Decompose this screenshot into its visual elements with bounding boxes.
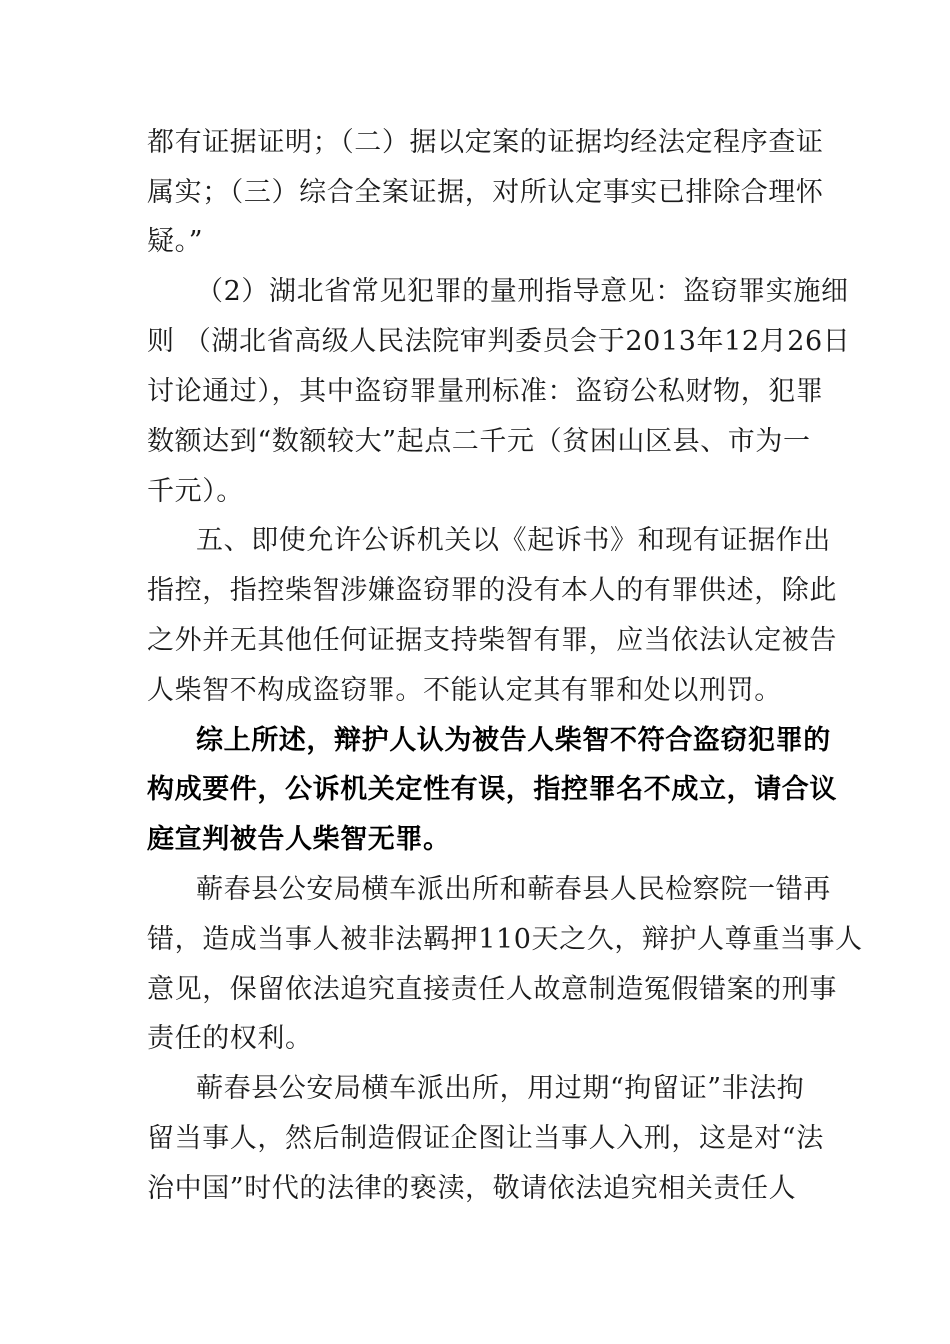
text-line: 数额达到“数额较大”起点二千元（贫困山区县、市为一	[147, 426, 811, 457]
text-line: 治中国”时代的法律的亵渎，敬请依法追究相关责任人	[147, 1173, 797, 1204]
text-line: 留当事人，然后制造假证企图让当事人入刑，这是对“法	[147, 1123, 824, 1154]
text-line: 指控，指控柴智涉嫌盗窃罪的没有本人的有罪供述，除此	[147, 575, 837, 606]
conclusion-line: 综上所述，辩护人认为被告人柴智不符合盗窃犯罪的	[196, 725, 831, 756]
text-line: （2）湖北省常见犯罪的量刑指导意见：盗窃罪实施细	[196, 276, 849, 307]
text-line: 疑。”	[147, 226, 204, 257]
text-line: 人柴智不构成盗窃罪。不能认定其有罪和处以刑罚。	[147, 675, 782, 706]
text-line: 讨论通过），其中盗窃罪量刑标准：盗窃公私财物，犯罪	[147, 376, 824, 407]
text-line: 之外并无其他任何证据支持柴智有罪，应当依法认定被告	[147, 625, 837, 656]
text-line: 则 （湖北省高级人民法院审判委员会于2013年12月26日	[147, 326, 851, 357]
text-line: 蕲春县公安局横车派出所和蕲春县人民检察院一错再	[196, 874, 831, 905]
conclusion-line: 庭宣判被告人柴智无罪。	[147, 824, 451, 855]
text-line: 五、即使允许公诉机关以《起诉书》和现有证据作出	[196, 525, 831, 556]
text-line: 意见，保留依法追究直接责任人故意制造冤假错案的刑事	[147, 974, 837, 1005]
text-line: 蕲春县公安局横车派出所，用过期“拘留证”非法拘	[196, 1073, 805, 1104]
conclusion-line: 构成要件，公诉机关定性有误，指控罪名不成立，请合议	[147, 774, 837, 805]
text-line: 千元）。	[147, 476, 244, 507]
text-line: 错，造成当事人被非法羁押110天之久，辩护人尊重当事人	[147, 924, 863, 955]
text-line: 责任的权利。	[147, 1023, 313, 1054]
text-line: 都有证据证明；（二）据以定案的证据均经法定程序查证	[147, 127, 824, 158]
text-line: 属实；（三）综合全案证据，对所认定事实已排除合理怀	[147, 177, 824, 208]
